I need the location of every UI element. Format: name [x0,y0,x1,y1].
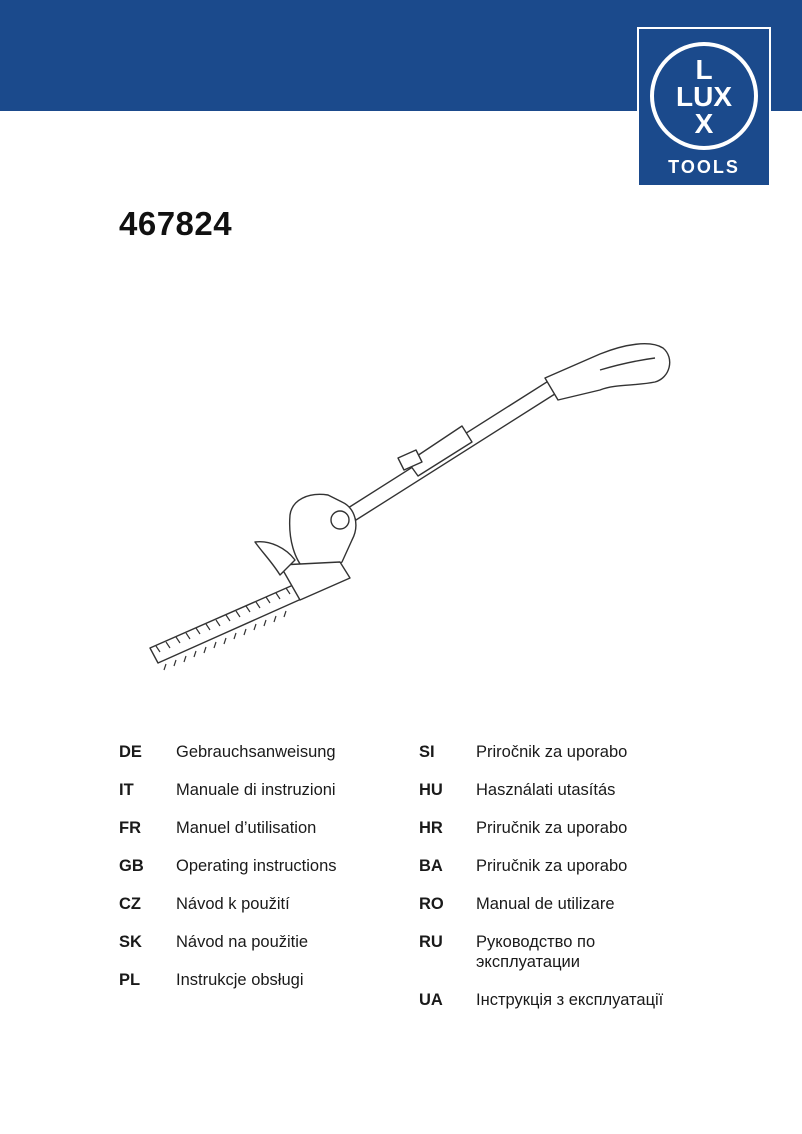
language-row [419,932,686,972]
language-code: UA [419,991,443,1009]
language-label: Priručnik za uporabo [476,819,628,837]
hedge-trimmer-icon [130,330,690,680]
language-label: Priručnik za uporabo [476,857,628,875]
logo-letter-top: L [695,54,713,85]
language-code: HR [419,819,443,837]
language-code: CZ [119,895,141,913]
language-label: Руководство по эксплуатации [476,933,596,971]
language-label: Instrukcje obsługi [176,971,304,989]
language-label: Návod k použití [176,895,290,913]
language-code: GB [119,857,144,875]
language-label: Manuel d’utilisation [176,819,317,837]
lux-tools-logo [637,27,771,187]
language-row [419,990,686,1010]
logo-letter-bottom: X [694,108,714,139]
language-code: FR [119,819,141,837]
model-number: 467824 [119,205,233,242]
language-label: Manuale di instruzioni [176,781,336,799]
language-label: Operating instructions [176,857,337,875]
language-label: Gebrauchsanweisung [176,743,336,761]
language-row [419,742,686,762]
language-code: HU [419,781,443,799]
language-row [119,818,386,838]
language-row [419,856,686,876]
language-code: DE [119,743,142,761]
language-row [419,780,686,800]
language-code: RO [419,895,444,913]
language-list-left [119,742,386,1008]
language-list-right [419,742,686,1028]
language-row [119,856,386,876]
logo-letter-middle: LUX [676,81,732,112]
language-label: Návod na použitie [176,933,309,951]
logo-emblem-icon [639,29,769,159]
language-code: IT [119,781,134,799]
language-label: Manual de utilizare [476,895,615,913]
language-row [119,894,386,914]
language-row [419,818,686,838]
language-label: Priročnik za uporabo [476,743,628,761]
language-label: Інструкція з експлуатації [476,991,664,1009]
language-label: Használati utasítás [476,781,616,799]
language-code: BA [419,857,443,875]
language-code: SK [119,933,142,951]
language-row [119,780,386,800]
language-code: PL [119,971,141,989]
language-code: RU [419,933,443,951]
language-code: SI [419,743,435,761]
language-row [419,894,686,914]
language-row [119,742,386,762]
language-row [119,970,386,990]
language-row [119,932,386,952]
logo-subtitle: TOOLS [668,157,740,177]
